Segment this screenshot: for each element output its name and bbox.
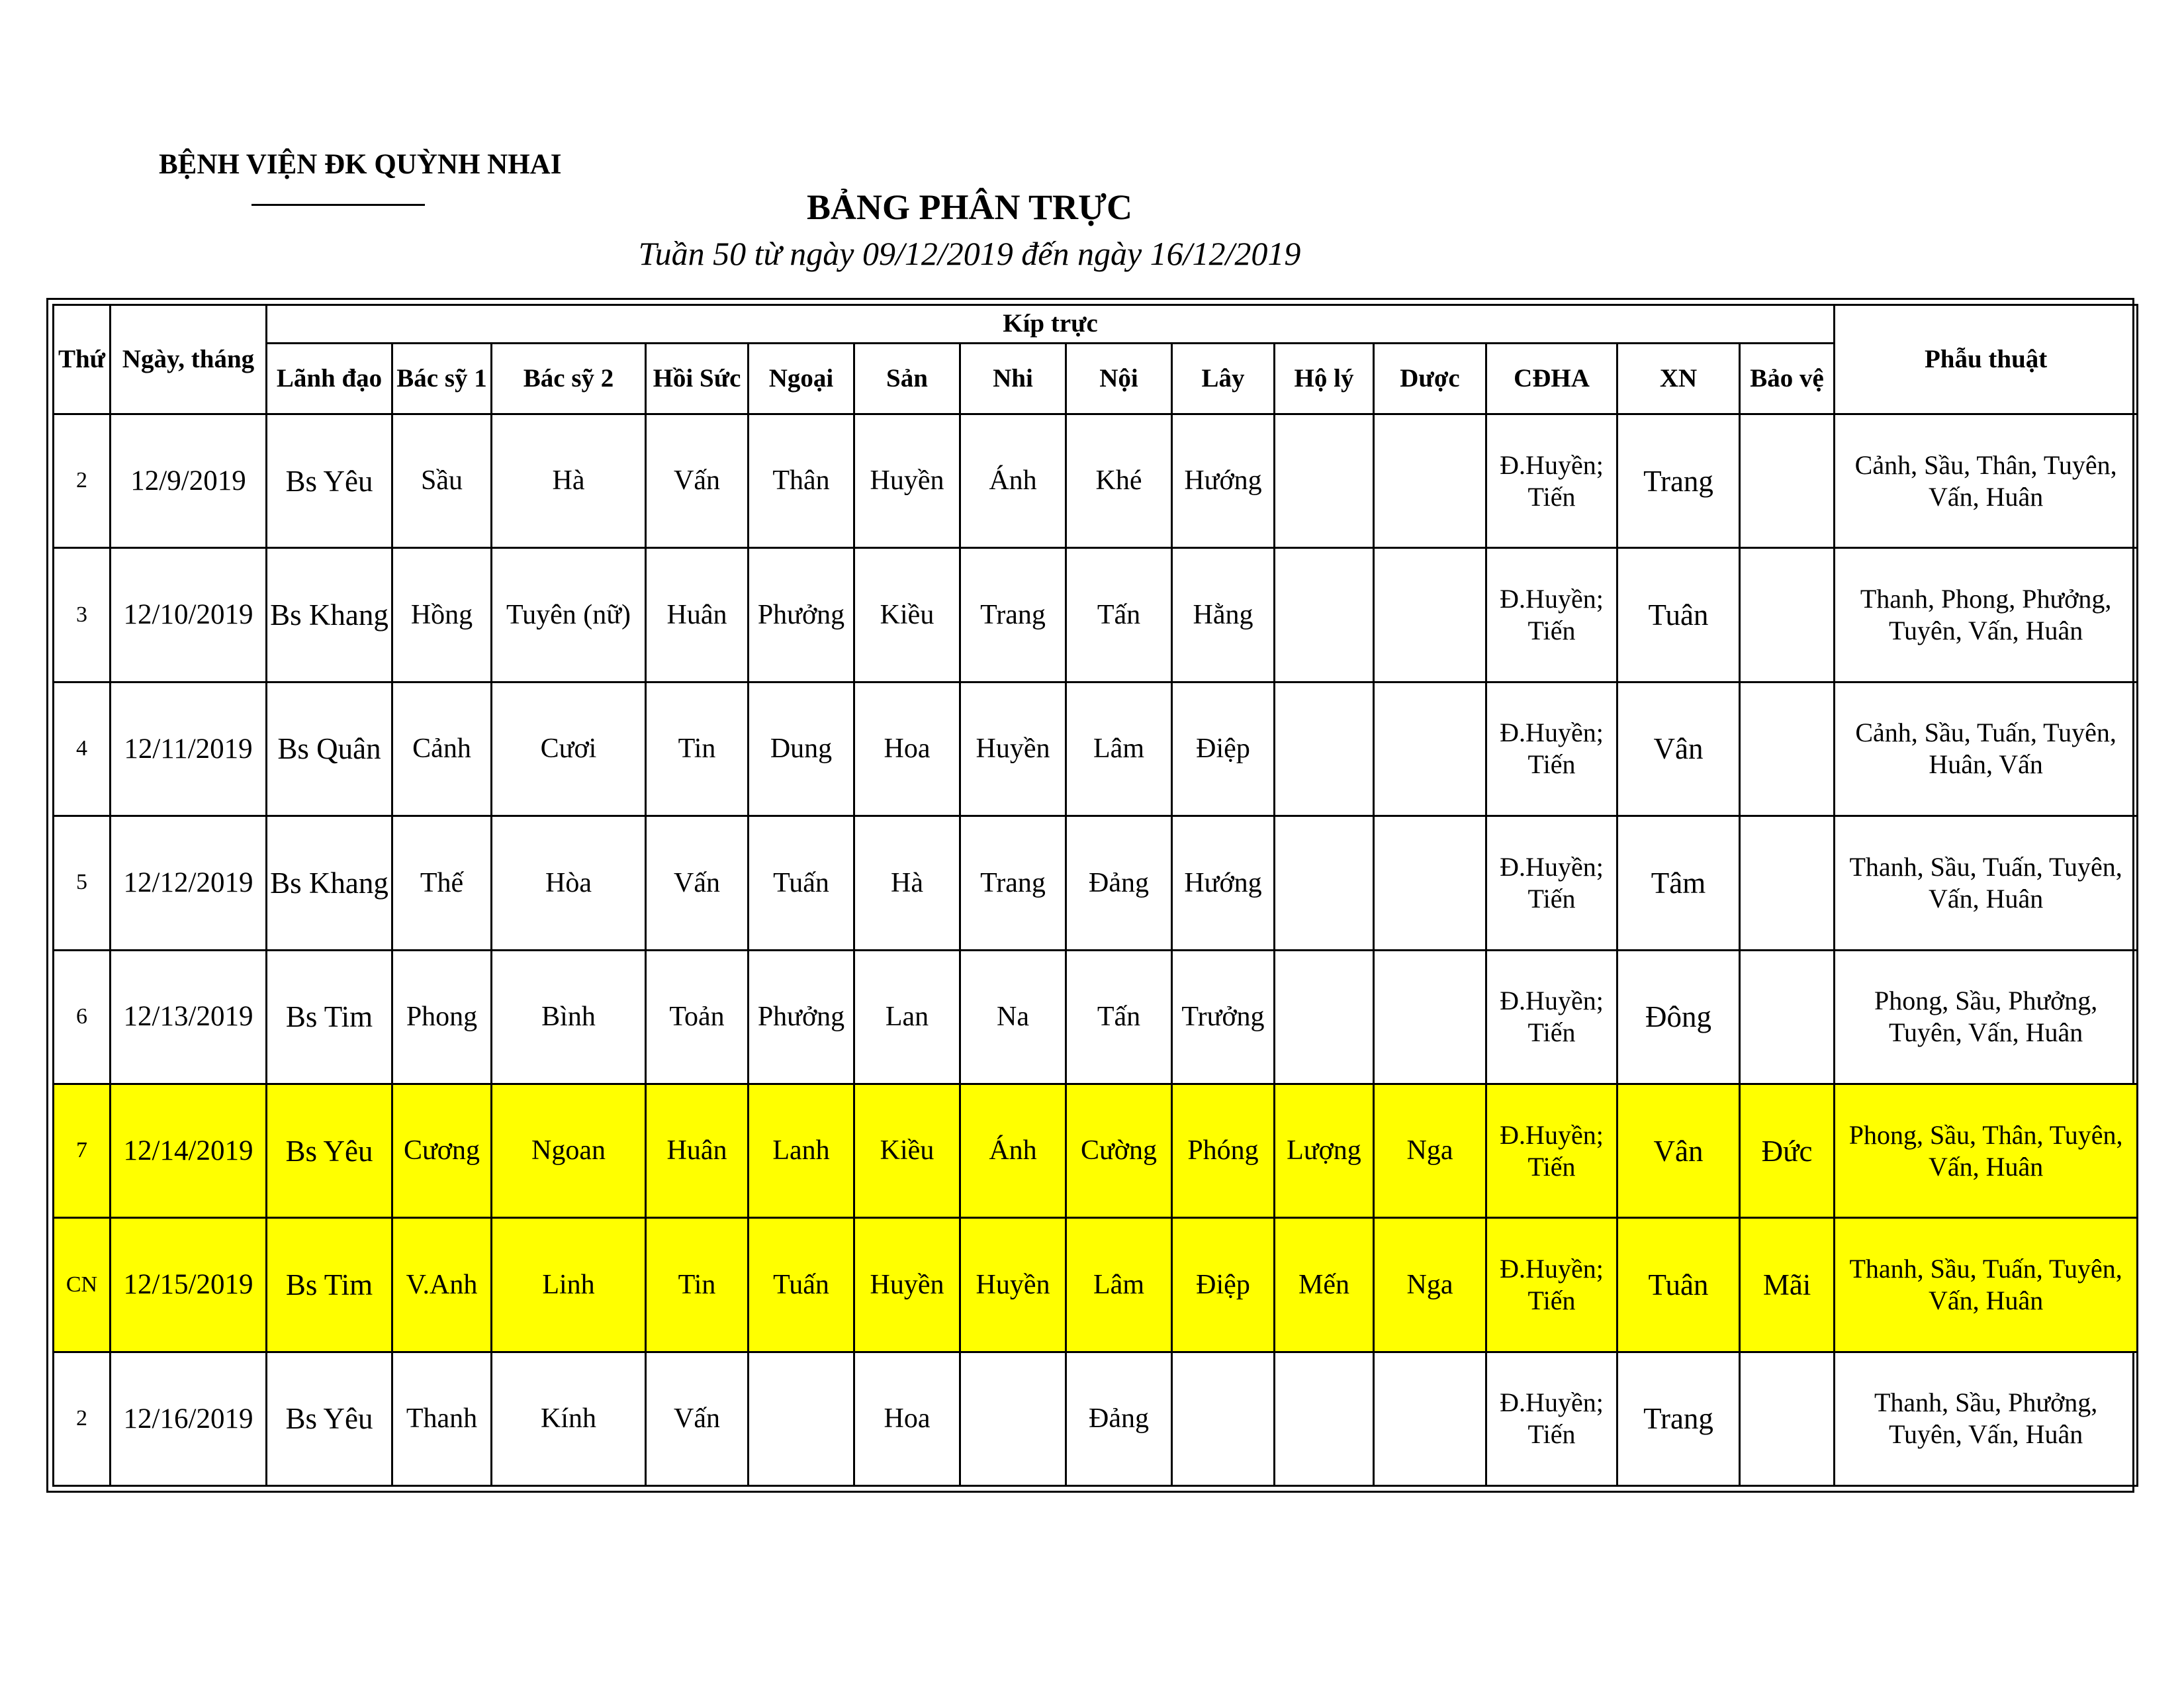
phau-line-1: Phong, Sầu, Thân, Tuyên, [1848,1119,2123,1150]
cell-duoc [1374,1352,1486,1485]
table-row [54,414,2138,548]
cdha-line-2: Tiến [1527,1419,1576,1450]
cell-lanh-dao: Bs Quân [267,682,392,816]
cell-bac-sy-1: Hồng [392,548,492,682]
cell-nhi: Trang [960,548,1066,682]
cell-noi: Tấn [1066,950,1172,1084]
cell-thu: 6 [54,950,111,1084]
header-ho-ly: Hộ lý [1275,344,1374,414]
phau-line-1: Thanh, Sầu, Phưởng, [1874,1387,2098,1418]
cell-bac-sy-2: Linh [492,1218,646,1352]
cell-ho-ly [1275,414,1374,548]
cell-bac-sy-1: Thế [392,816,492,950]
table-row [54,1352,2138,1485]
cell-xn: Đông [1617,950,1740,1084]
cell-ngoai: Thân [749,414,854,548]
phau-line-2: Vấn, Huân [1928,481,2044,512]
cdha-line-1: Đ.Huyền; [1500,718,1604,748]
cdha-line-2: Tiến [1527,481,1576,512]
cell-phau-thuat [1835,548,2138,682]
header-duoc: Dược [1374,344,1486,414]
phau-line-2: Vấn, Huân [1928,1285,2044,1315]
phau-line-2: Huân, Vấn [1929,749,2043,780]
cell-san: Kiều [854,548,960,682]
cell-xn: Tâm [1617,816,1740,950]
cdha-line-2: Tiến [1527,749,1576,780]
cell-lanh-dao: Bs Khang [267,816,392,950]
cdha-line-2: Tiến [1527,883,1576,914]
cell-nhi: Ánh [960,414,1066,548]
cell-hoi-suc: Vấn [646,1352,749,1485]
phau-line-1: Phong, Sầu, Phưởng, [1874,986,2098,1016]
cell-hoi-suc: Vấn [646,816,749,950]
phau-line-1: Thanh, Sầu, Tuấn, Tuyên, [1849,851,2122,882]
header-hoi-suc: Hồi Sức [646,344,749,414]
cell-phau-thuat [1835,816,2138,950]
cell-phau-thuat [1835,682,2138,816]
cell-nhi: Trang [960,816,1066,950]
table-row-weekend [54,1084,2138,1217]
page-title: BẢNG PHÂN TRỰC [806,187,1132,227]
cell-noi: Đảng [1066,1352,1172,1485]
cell-noi: Lâm [1066,1218,1172,1352]
cell-lay: Điệp [1172,1218,1275,1352]
cell-bac-sy-1: Sầu [392,414,492,548]
cell-hoi-suc: Tin [646,682,749,816]
cell-lanh-dao: Bs Khang [267,548,392,682]
cell-lay [1172,1352,1275,1485]
header-bao-ve: Bảo vệ [1740,344,1835,414]
cell-phau-thuat [1835,1218,2138,1352]
cell-nhi [960,1352,1066,1485]
cell-bac-sy-1: V.Anh [392,1218,492,1352]
cell-noi: Tấn [1066,548,1172,682]
cell-san: Hoa [854,1352,960,1485]
cdha-line-1: Đ.Huyền; [1500,449,1604,480]
cell-bao-ve [1740,414,1835,548]
cell-ngoai: Lanh [749,1084,854,1217]
cell-bao-ve [1740,682,1835,816]
cell-date: 12/13/2019 [111,950,267,1084]
cdha-line-1: Đ.Huyền; [1500,851,1604,882]
cell-lay: Hằng [1172,548,1275,682]
cell-hoi-suc: Toản [646,950,749,1084]
cell-lanh-dao: Bs Yêu [267,414,392,548]
cell-nhi: Huyền [960,1218,1066,1352]
cell-date: 12/9/2019 [111,414,267,548]
cell-cdha [1486,682,1617,816]
cell-nhi: Huyền [960,682,1066,816]
cdha-line-1: Đ.Huyền; [1500,1119,1604,1150]
cell-ho-ly [1275,1352,1374,1485]
cell-bao-ve [1740,816,1835,950]
cell-ngoai: Tuấn [749,816,854,950]
cell-cdha [1486,414,1617,548]
page-subtitle: Tuần 50 từ ngày 09/12/2019 đến ngày 16/12/2019 [638,235,1301,272]
cell-hoi-suc: Huân [646,1084,749,1217]
cell-hoi-suc: Tin [646,1218,749,1352]
cell-bac-sy-2: Cươi [492,682,646,816]
cell-lay: Trưởng [1172,950,1275,1084]
cell-san: Huyền [854,414,960,548]
cell-ho-ly: Mến [1275,1218,1374,1352]
cell-bao-ve: Mãi [1740,1218,1835,1352]
cell-bac-sy-2: Ngoan [492,1084,646,1217]
header-lanh-dao: Lãnh đạo [267,344,392,414]
cell-cdha [1486,1218,1617,1352]
cell-date: 12/12/2019 [111,816,267,950]
cell-cdha [1486,1084,1617,1217]
cell-ngoai: Phưởng [749,950,854,1084]
cell-bac-sy-1: Thanh [392,1352,492,1485]
table-row [54,950,2138,1084]
cell-phau-thuat [1835,1084,2138,1217]
cell-hoi-suc: Huân [646,548,749,682]
cell-date: 12/10/2019 [111,548,267,682]
cdha-line-2: Tiến [1527,1017,1576,1048]
table-row-weekend [54,1218,2138,1352]
cell-bac-sy-1: Phong [392,950,492,1084]
cell-lanh-dao: Bs Tim [267,1218,392,1352]
header-kip-truc: Kíp trực [267,305,1835,344]
header-ngay-thang: Ngày, tháng [111,305,267,414]
cell-duoc [1374,682,1486,816]
cell-san: Hà [854,816,960,950]
phau-line-1: Thanh, Phong, Phưởng, [1860,584,2112,614]
phau-line-1: Cảnh, Sầu, Thân, Tuyên, [1854,449,2117,480]
cell-bac-sy-2: Tuyên (nữ) [492,548,646,682]
cell-thu: 2 [54,414,111,548]
header-cdha: CĐHA [1486,344,1617,414]
cell-xn: Vân [1617,682,1740,816]
cell-duoc [1374,950,1486,1084]
phau-line-2: Tuyên, Vấn, Huân [1888,616,2083,646]
cdha-line-2: Tiến [1527,1151,1576,1182]
header-noi: Nội [1066,344,1172,414]
cell-san: Lan [854,950,960,1084]
cell-duoc: Nga [1374,1084,1486,1217]
cell-xn: Tuân [1617,1218,1740,1352]
header-phau-thuat: Phẫu thuật [1835,305,2138,414]
phau-line-1: Cảnh, Sầu, Tuấn, Tuyên, [1855,718,2116,748]
cell-phau-thuat [1835,950,2138,1084]
roster-table-frame [46,298,2134,1493]
cdha-line-2: Tiến [1527,616,1576,646]
phau-line-2: Tuyên, Vấn, Huân [1888,1419,2083,1450]
cell-thu: 5 [54,816,111,950]
cell-bao-ve: Đức [1740,1084,1835,1217]
cell-date: 12/14/2019 [111,1084,267,1217]
cell-bac-sy-1: Cảnh [392,682,492,816]
cell-nhi: Na [960,950,1066,1084]
cell-noi: Lâm [1066,682,1172,816]
cell-date: 12/15/2019 [111,1218,267,1352]
cell-nhi: Ánh [960,1084,1066,1217]
cell-bac-sy-2: Hà [492,414,646,548]
cell-cdha [1486,816,1617,950]
cell-lay: Hướng [1172,816,1275,950]
phau-line-2: Vấn, Huân [1928,883,2044,914]
header-bac-sy-1: Bác sỹ 1 [392,344,492,414]
cell-xn: Trang [1617,1352,1740,1485]
cell-xn: Tuân [1617,548,1740,682]
header-thu: Thứ [54,305,111,414]
cell-date: 12/11/2019 [111,682,267,816]
cdha-line-2: Tiến [1527,1285,1576,1315]
cell-date: 12/16/2019 [111,1352,267,1485]
cdha-line-1: Đ.Huyền; [1500,986,1604,1016]
cell-thu: 3 [54,548,111,682]
cell-ngoai: Phưởng [749,548,854,682]
cell-lanh-dao: Bs Yêu [267,1084,392,1217]
cell-bao-ve [1740,1352,1835,1485]
cell-lay: Phóng [1172,1084,1275,1217]
cell-hoi-suc: Vấn [646,414,749,548]
cell-bac-sy-1: Cương [392,1084,492,1217]
cdha-line-1: Đ.Huyền; [1500,1387,1604,1418]
table-row [54,816,2138,950]
cell-bao-ve [1740,950,1835,1084]
cell-noi: Đảng [1066,816,1172,950]
header-ngoai: Ngoại [749,344,854,414]
phau-line-2: Vấn, Huân [1928,1151,2044,1182]
cell-lay: Hướng [1172,414,1275,548]
cell-bac-sy-2: Kính [492,1352,646,1485]
cell-thu: CN [54,1218,111,1352]
cell-ho-ly [1275,816,1374,950]
cell-cdha [1486,548,1617,682]
table-row [54,682,2138,816]
cell-duoc [1374,548,1486,682]
cell-duoc [1374,414,1486,548]
cell-ho-ly: Lượng [1275,1084,1374,1217]
cell-lanh-dao: Bs Yêu [267,1352,392,1485]
cell-cdha [1486,1352,1617,1485]
cell-lay: Điệp [1172,682,1275,816]
phau-line-1: Thanh, Sầu, Tuấn, Tuyên, [1849,1253,2122,1284]
cell-bao-ve [1740,548,1835,682]
duty-roster-table [52,304,2138,1487]
hospital-name: BỆNH VIỆN ĐK QUỲNH NHAI [159,149,562,180]
cell-noi: Cường [1066,1084,1172,1217]
header-bac-sy-2: Bác sỹ 2 [492,344,646,414]
table-row [54,548,2138,682]
cell-ho-ly [1275,682,1374,816]
cell-cdha [1486,950,1617,1084]
cell-thu: 7 [54,1084,111,1217]
cell-bac-sy-2: Bình [492,950,646,1084]
cell-ho-ly [1275,950,1374,1084]
cell-ngoai [749,1352,854,1485]
cell-san: Hoa [854,682,960,816]
cell-ngoai: Dung [749,682,854,816]
cell-xn: Vân [1617,1084,1740,1217]
header-xn: XN [1617,344,1740,414]
header-nhi: Nhi [960,344,1066,414]
cdha-line-1: Đ.Huyền; [1500,584,1604,614]
cell-thu: 2 [54,1352,111,1485]
cell-xn: Trang [1617,414,1740,548]
cell-thu: 4 [54,682,111,816]
cell-phau-thuat [1835,414,2138,548]
cell-ho-ly [1275,548,1374,682]
header-lay: Lây [1172,344,1275,414]
phau-line-2: Tuyên, Vấn, Huân [1888,1017,2083,1048]
cell-duoc: Nga [1374,1218,1486,1352]
cell-san: Kiều [854,1084,960,1217]
cell-ngoai: Tuấn [749,1218,854,1352]
cell-duoc [1374,816,1486,950]
cell-noi: Khé [1066,414,1172,548]
cell-san: Huyền [854,1218,960,1352]
header-san: Sản [854,344,960,414]
cell-lanh-dao: Bs Tim [267,950,392,1084]
cell-bac-sy-2: Hòa [492,816,646,950]
cell-phau-thuat [1835,1352,2138,1485]
cdha-line-1: Đ.Huyền; [1500,1253,1604,1284]
